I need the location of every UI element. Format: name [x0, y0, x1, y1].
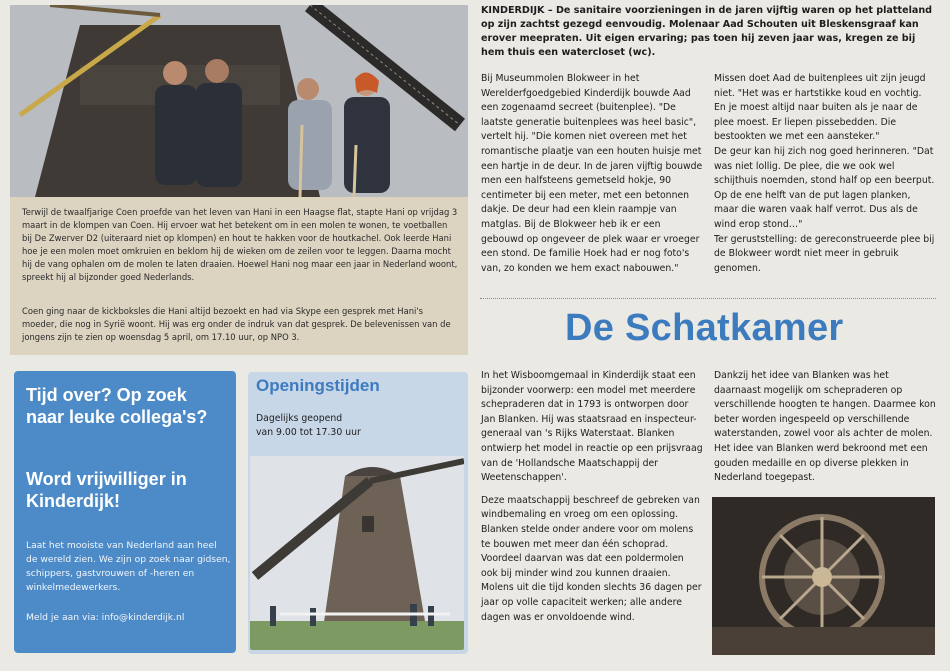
volunteer-contact: Meld je aan via: info@kinderdijk.nl: [26, 612, 185, 623]
volunteer-heading-question: Tijd over? Op zoek naar leuke collega's?: [26, 385, 208, 427]
volunteer-box: [14, 371, 236, 653]
wc-article-column-2: [714, 72, 936, 276]
opening-times: van 9.00 tot 17.30 uur: [256, 427, 361, 438]
caption-paragraph-1: Terwijl de twaalfjarige Coen proefde van het leven van Hani in een Haagse flat, stapte Hani op vrijdag 3 maart in de klompen van Coen. Hij ervoer wat het betekent om in een molen te wonen, te voetballen bij De Zwerver D2 (uiteraard niet op klompen) en hout te hakken voor de houtkachel. Ook leerde Hani hoe je een molen moet omkruien en beklom hij de wieken om de zeilen voor te leggen. Daarna mocht hij de vang ophalen om de molen te laten draaien. Hoewel Hani nog maar een jaar in Nederland woont, spreekt hij al bijzonder goed Nederlands.: [22, 207, 458, 282]
schatkamer-column-1: [481, 369, 703, 625]
wc-article-col2-p3: Ter geruststelling: de gereconstrueerde plee bij de Blokweer wordt niet meer in gebruik genomen.: [714, 233, 935, 274]
schatkamer-col1-p1: In het Wisboomgemaal in Kinderdijk staat een bijzonder voorwerp: een model met meerdere schepraderen dat in 1793 is ontworpen door Jan Blanken. Hij was staatsraad en inspecteur-generaal van 's Rijks Waterstaat. Blanken ontwierp het model in reactie op een prijsvraag van de 'Hollandsche Maatschappij der Weetenschappen'.: [481, 370, 703, 484]
wc-article-col1-text: Bij Museummolen Blokweer in het Werelderfgoedgebied Kinderdijk bouwde Aad een zogenaamd secreet (buitenplee). "De laatste generatie buitenplees was heel basic", vertelt hij. "Die komen niet overeen met het romantische plaatje van een houten huisje met een hartje in de deur. In de jaren vijftig bouwde men een halfsteens gemetseld hokje, 90 centimeter bij een meter, met een betonnen dakje. De deur had een klein raampje van matglas. Bij de Blokweer heb ik er een gebouwd op ongeveer de plek waar er vroeger een stond. De familie Hoek had er nog foto's van, zo konden we hem exact nabouwen.": [481, 73, 703, 274]
opening-hours-box: [248, 372, 468, 654]
wc-article-column-1: [481, 72, 703, 276]
schatkamer-col2-p1: Dankzij het idee van Blanken was het daarnaast mogelijk om schepraderen op verschillende hoogten te hangen. Daarmee kon beter worden ingespeeld op verschillende waterstanden, zowel voor als achter de molen. Het idee van Blanken werd bekroond met een gouden medaille en op diverse plekken in Nederland toegepast.: [714, 370, 936, 484]
opening-hours-title: Openingstijden: [256, 376, 380, 395]
volunteer-heading-call: Word vrijwilliger in Kinderdijk!: [26, 469, 187, 511]
volunteer-body: Laat het mooiste van Nederland aan heel de wereld zien. We zijn op zoek naar gidsen, schippers, gastvrouwen of -heren en winkelmedewerkers.: [26, 540, 231, 593]
opening-days: Dagelijks geopend: [256, 413, 343, 424]
scheprad-model-photo: [712, 497, 935, 655]
wc-article-intro: KINDERDIJK – De sanitaire voorzieningen in de jaren vijftig waren op het platteland op zijn zachtst gezegd eenvoudig. Molenaar Aad Schouten uit Bleskensgraaf kan erover meepraten. Uit eigen ervaring; pas toen hij zeven jaar was, kregen ze bij hem thuis een watercloset (wc).: [481, 5, 933, 58]
wc-article-col2-p1: Missen doet Aad de buitenplees uit zijn jeugd niet. "Het was er hartstikke koud en vochtig. En je moest altijd naar buiten als je naar de plee moest. Er liepen pissebedden. Die bestookten we met een aansteker.": [714, 73, 926, 143]
schatkamer-column-2: [714, 369, 936, 486]
caption-paragraph-2: Coen ging naar de kickboksles die Hani altijd bezoekt en had via Skype een gesprek met Hani's moeder, die nog in Syrië woont. Hij was erg onder de indruk van dat gesprek. De belevenissen van de jongens zijn te zien op woensdag 5 april, om 17.10 uur, op NPO 3.: [22, 306, 451, 342]
windmill-photo: [250, 456, 464, 650]
photo-caption-box: [10, 197, 468, 355]
schatkamer-headline: De Schatkamer: [565, 307, 844, 349]
schatkamer-col1-p2: Deze maatschappij beschreef de gebreken van windbemaling en vroeg om een oplossing. Blanken stelde onder andere voor om molens te bouwen met meer dan één schoprad. Voordeel daarvan was dat een poldermolen ook bij minder wind zou kunnen draaien. Molens uit die tijd konden slechts 36 dagen per jaar op volle capaciteit werken; alle andere dagen was er onvoldoende wind.: [481, 494, 702, 623]
family-windmill-photo: [10, 5, 468, 197]
wc-article-col2-p2: De geur kan hij zich nog goed herinneren. "Dat was niet lollig. De plee, die we ook wel schijthuis noemden, stond half op een beerput. Op de ene helft van de put lagen planken, maar die waren vaak half verrot. Dus als de wind erop stond…": [714, 145, 935, 230]
section-divider: [480, 298, 936, 299]
